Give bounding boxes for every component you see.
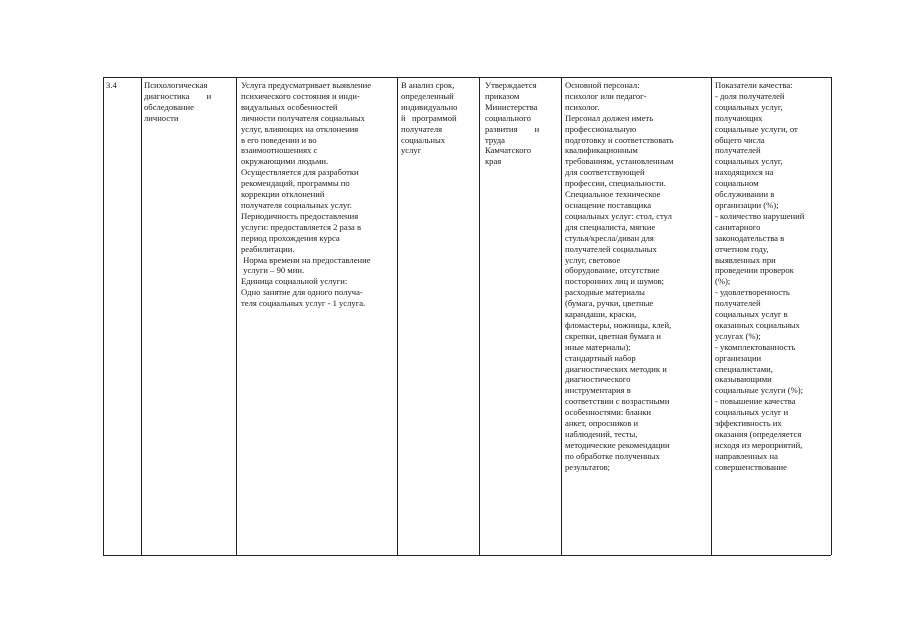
- conditions-line: для соответствующей: [565, 167, 645, 178]
- quality-line: оказывающими: [715, 374, 772, 385]
- conditions-line: скрепки, цветная бумага и: [565, 330, 661, 341]
- conditions-line: методические рекомендации: [565, 439, 670, 450]
- conditions-line: требованиям, установленным: [565, 156, 674, 167]
- description-line: услуги – 90 мин.: [241, 265, 305, 276]
- conditions-line: психолог или педагог-: [565, 90, 647, 101]
- term-line: определенный: [401, 90, 454, 101]
- quality-line: санитарного: [715, 221, 761, 232]
- term-line: социальных: [401, 134, 446, 145]
- quality-line: социальных услуг,: [715, 156, 783, 167]
- conditions-line: для специалиста, мягкие: [565, 221, 656, 232]
- row-number: 3.4: [106, 80, 117, 90]
- quality-line: общего числа: [715, 134, 765, 145]
- conditions-line: квалификационным: [565, 145, 638, 156]
- quality-line: социальных услуг в: [715, 309, 788, 320]
- description-line: Единица социальной услуги:: [241, 276, 348, 287]
- term-line: услуг: [401, 145, 422, 156]
- conditions-line: стандартный набор: [565, 352, 636, 363]
- approval-line: Камчатского: [485, 145, 532, 156]
- approval-line: края: [485, 156, 502, 167]
- service-name-line: личности: [144, 112, 179, 123]
- quality-line: находящихся на: [715, 167, 774, 178]
- approval-cell: [485, 80, 560, 167]
- approval-line: приказом: [485, 90, 520, 101]
- quality-line: оказания (определяется: [715, 429, 802, 439]
- column-divider: [561, 77, 562, 555]
- quality-line: - удовлетворенность: [715, 287, 790, 298]
- quality-line: эффективность их: [715, 418, 782, 429]
- table-bottom-border: [103, 555, 831, 556]
- quality-line: социальные услуги (%);: [715, 385, 803, 396]
- column-divider: [711, 77, 712, 555]
- quality-line: организации: [715, 352, 762, 363]
- conditions-line: (бумага, ручки, цветные: [565, 298, 654, 309]
- service-description-cell: [241, 80, 403, 309]
- quality-line: обслуживании в: [715, 189, 775, 200]
- conditions-line: психолог.: [565, 101, 600, 112]
- description-line: Услуга предусматривает выявление: [241, 80, 372, 90]
- term-line: й программой: [401, 112, 457, 123]
- description-line: Осуществляется для разработки: [241, 167, 359, 178]
- conditions-line: анкет, опросников и: [565, 418, 639, 429]
- description-line: психического состояния и инди-: [241, 90, 360, 101]
- description-line: Одно занятие для одного получа-: [241, 287, 363, 298]
- quality-line: социальных услуг и: [715, 407, 789, 418]
- description-line: коррекции отклонений: [241, 189, 325, 200]
- approval-line: труда: [485, 134, 505, 145]
- quality-line: оказанных социальных: [715, 319, 800, 330]
- conditions-line: социальных услуг: стол, стул: [565, 210, 672, 221]
- conditions-line: диагностического: [565, 374, 631, 385]
- conditions-line: профессии, специальности.: [565, 178, 666, 189]
- quality-line: (%);: [715, 276, 731, 287]
- conditions-line: Основной персонал:: [565, 80, 640, 90]
- quality-line: Показатели качества:: [715, 80, 793, 90]
- term-line: получателя: [401, 123, 443, 134]
- conditions-line: иные материалы);: [565, 341, 631, 352]
- approval-line: социального: [485, 112, 531, 123]
- quality-line: выявленных при: [715, 254, 776, 265]
- conditions-line: подготовку и соответствовать: [565, 134, 674, 145]
- column-divider: [141, 77, 142, 555]
- service-name-line: обследование: [144, 101, 194, 112]
- description-line: реабилитации.: [241, 243, 295, 254]
- approval-line: Утверждается: [485, 80, 537, 90]
- service-name-line: диагностика и: [144, 90, 212, 101]
- description-line: личности получателя социальных: [241, 112, 365, 123]
- quality-line: получателей: [715, 145, 761, 156]
- quality-line: исходя из мероприятий,: [715, 439, 803, 450]
- row-number-cell: [106, 80, 140, 91]
- conditions-line: соответствии с возрастными: [565, 396, 670, 407]
- term-line: В анализ срок,: [401, 80, 455, 90]
- conditions-cell: [565, 80, 705, 473]
- quality-line: законодательства в: [715, 232, 785, 243]
- description-line: теля социальных услуг - 1 услуга.: [241, 298, 366, 309]
- term-cell: [401, 80, 476, 156]
- quality-line: организации (%);: [715, 199, 779, 210]
- conditions-line: особенностями: бланки: [565, 407, 652, 418]
- quality-indicators-cell: [715, 80, 828, 473]
- quality-line: - укомплектованность: [715, 341, 796, 352]
- description-line: получателя социальных услуг.: [241, 199, 352, 210]
- quality-line: социальных услуг,: [715, 101, 783, 112]
- conditions-line: Специальное техническое: [565, 189, 661, 200]
- service-name-cell: [144, 80, 232, 124]
- description-line: видуальных особенностей: [241, 101, 338, 112]
- table-top-border: [103, 77, 831, 78]
- description-line: услуг, влияющих на отклонения: [241, 123, 359, 134]
- conditions-line: карандаши, краски,: [565, 309, 637, 320]
- quality-line: социальные услуги, от: [715, 123, 798, 134]
- description-line: Норма времени на предоставление: [241, 254, 371, 265]
- quality-line: специалистами,: [715, 363, 773, 374]
- service-name-line: Психологическая: [144, 80, 208, 90]
- conditions-line: профессиональную: [565, 123, 637, 134]
- description-line: услуги: предоставляется 2 раза в: [241, 221, 362, 232]
- conditions-line: диагностических методик и: [565, 363, 667, 374]
- conditions-line: получателей социальных: [565, 243, 657, 254]
- table-border-right: [831, 77, 832, 555]
- conditions-line: оснащение поставщика: [565, 199, 652, 210]
- description-line: рекомендаций, программы по: [241, 178, 350, 189]
- conditions-line: результатов;: [565, 461, 611, 472]
- approval-line: развития и: [485, 123, 540, 134]
- description-line: в его поведении и во: [241, 134, 317, 145]
- description-line: период прохождения курса: [241, 232, 340, 243]
- quality-line: совершенствование: [715, 461, 787, 472]
- table-border-left: [103, 77, 104, 555]
- conditions-line: услуг, световое: [565, 254, 621, 265]
- quality-line: получающих: [715, 112, 763, 123]
- quality-line: проведении проверок: [715, 265, 794, 276]
- quality-line: - повышение качества: [715, 396, 796, 407]
- conditions-line: по обработке полученных: [565, 450, 660, 461]
- term-line: индивидуально: [401, 101, 458, 112]
- quality-line: - доля получателей: [715, 90, 785, 101]
- quality-line: - количество нарушений: [715, 210, 805, 221]
- description-line: окружающими людьми.: [241, 156, 329, 167]
- description-line: взаимоотношениях с: [241, 145, 318, 156]
- conditions-line: посторонних лиц и шумов;: [565, 276, 665, 287]
- column-divider: [236, 77, 237, 555]
- approval-line: Министерства: [485, 101, 538, 112]
- conditions-line: оборудование, отсутствие: [565, 265, 660, 276]
- quality-line: получателей: [715, 298, 761, 309]
- quality-line: услугах (%);: [715, 330, 761, 341]
- conditions-line: инструментария в: [565, 385, 631, 396]
- quality-line: социальном: [715, 178, 759, 189]
- conditions-line: фломастеры, ножницы, клей,: [565, 319, 672, 330]
- quality-line: направленных на: [715, 450, 778, 461]
- conditions-line: расходные материалы: [565, 287, 645, 298]
- quality-line: отчетном году,: [715, 243, 769, 254]
- conditions-line: стулья/кресла/диван для: [565, 232, 654, 243]
- column-divider: [479, 77, 480, 555]
- conditions-line: Персонал должен иметь: [565, 112, 654, 123]
- description-line: Периодичность предоставления: [241, 210, 359, 221]
- conditions-line: наблюдений, тесты,: [565, 429, 638, 439]
